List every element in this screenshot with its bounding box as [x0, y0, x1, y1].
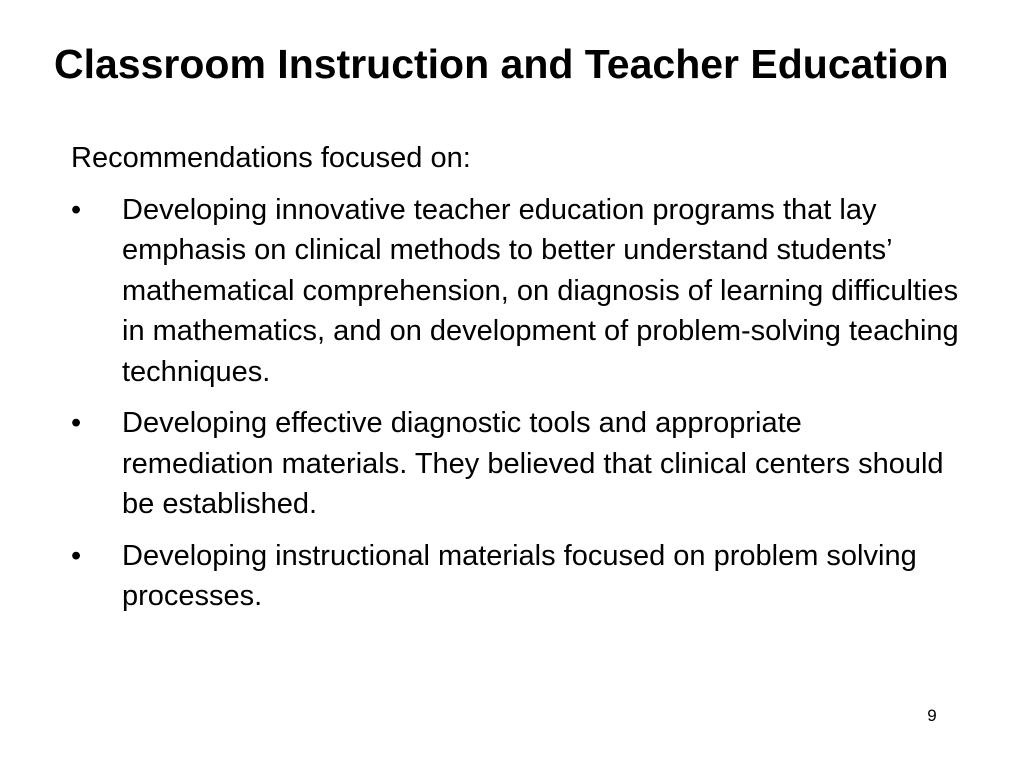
bullet-item-1	[71, 190, 961, 393]
bullet-icon: •	[71, 193, 82, 226]
bullet-item-3	[71, 536, 961, 617]
bullet-icon: •	[71, 539, 82, 572]
bullet-item-2	[71, 403, 961, 525]
bullet-list	[71, 190, 961, 617]
bullet-text-1: Developing innovative teacher education programs that lay emphasis on clinical methods to better understand students’ mathematical comprehension, on diagnosis of learning difficulties in mathematics, and on development of problem-solving teaching techniques.	[122, 193, 959, 388]
slide-body	[71, 138, 961, 628]
bullet-text-2: Developing effective diagnostic tools and appropriate remediation materials. They believed that clinical centers should be established.	[122, 407, 944, 520]
bullet-text-3: Developing instructional materials focused on problem solving processes.	[122, 539, 917, 612]
bullet-icon: •	[71, 407, 82, 439]
intro-text: Recommendations focused on:	[71, 142, 471, 174]
page-number: 9	[927, 706, 937, 725]
slide-title: Classroom Instruction and Teacher Education	[54, 41, 949, 87]
